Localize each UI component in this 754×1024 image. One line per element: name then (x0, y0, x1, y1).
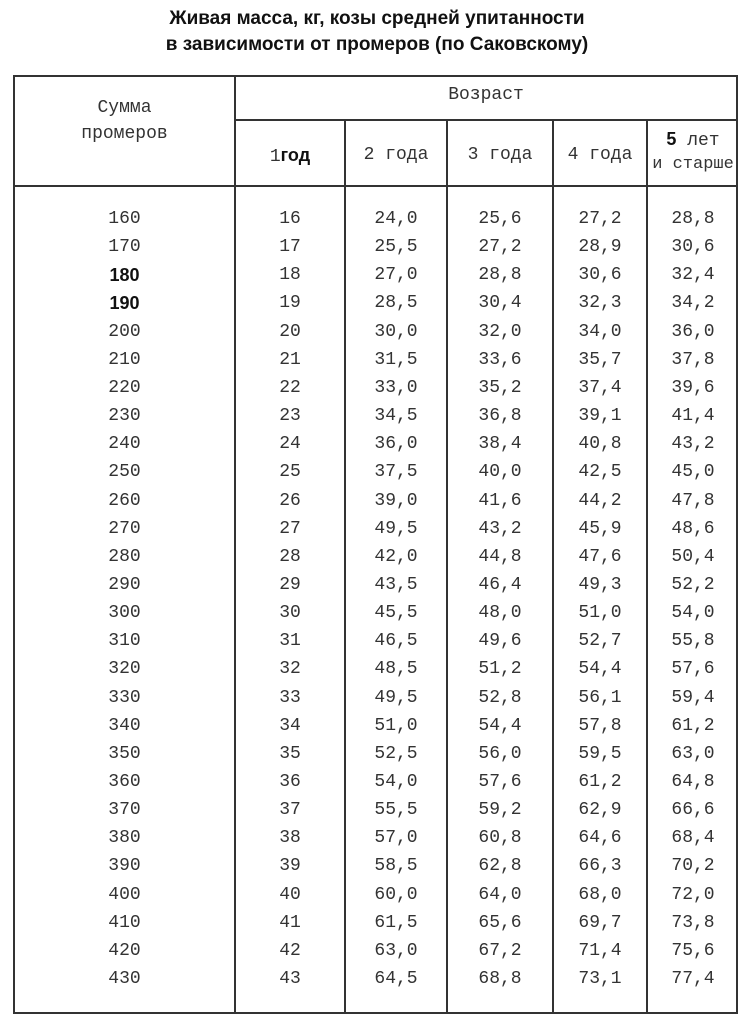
mass-cell: 37,5 (374, 462, 418, 483)
mass-cell: 35,7 (578, 349, 622, 370)
mass-cell: 63,0 (671, 743, 715, 764)
mass-cell: 73,1 (578, 969, 622, 990)
mass-cell: 64,6 (578, 828, 622, 849)
mass-cell: 48,5 (374, 659, 418, 680)
mass-cell: 64,8 (671, 772, 715, 792)
mass-cell: 34,2 (671, 293, 715, 314)
mass-cell: 30,0 (374, 321, 418, 342)
mass-cell: 59,2 (478, 800, 522, 821)
sum-cell: 380 (108, 828, 141, 849)
divider-age (234, 119, 736, 121)
mass-cell: 61,2 (578, 772, 622, 792)
mass-cell: 32,0 (478, 321, 522, 342)
mass-cell: 21 (279, 349, 301, 370)
mass-cell: 69,7 (578, 912, 622, 933)
mass-cell: 35,2 (478, 377, 522, 398)
title-line-2: в зависимости от промеров (по Саковскому) (165, 34, 589, 55)
mass-cell: 30,4 (478, 293, 522, 314)
mass-cell: 43,5 (374, 574, 418, 595)
mass-cell: 68,8 (478, 969, 522, 990)
mass-cell: 73,8 (671, 912, 715, 933)
mass-cell: 51,0 (374, 715, 418, 736)
mass-cell: 57,6 (671, 659, 715, 680)
mass-cell: 34,0 (578, 321, 622, 342)
mass-cell: 30,6 (578, 265, 622, 286)
mass-cell: 42 (279, 940, 301, 961)
mass-cell: 43 (279, 969, 301, 990)
mass-cell: 58,5 (374, 856, 418, 877)
mass-cell: 57,0 (374, 828, 418, 849)
mass-cell: 39,0 (374, 490, 418, 511)
weight-table (13, 75, 738, 1014)
header-age-2: 2 года (363, 145, 429, 165)
mass-cell: 26 (279, 490, 301, 511)
mass-cell: 59,4 (671, 687, 715, 708)
mass-cell: 41 (279, 912, 301, 933)
sum-cell: 350 (108, 743, 141, 764)
mass-cell: 36,0 (671, 321, 715, 342)
sum-cell: 270 (108, 518, 141, 539)
sum-cell: 200 (108, 321, 141, 342)
mass-cell: 24,0 (374, 209, 418, 229)
mass-cell: 66,6 (671, 800, 715, 821)
mass-cell: 64,0 (478, 884, 522, 905)
sum-cell: 290 (108, 574, 141, 595)
mass-cell: 67,2 (478, 940, 522, 961)
mass-cell: 60,8 (478, 828, 522, 849)
mass-cell: 41,4 (671, 406, 715, 427)
sum-cell: 320 (108, 659, 141, 680)
mass-cell: 42,5 (578, 462, 622, 483)
mass-cell: 30 (279, 603, 301, 624)
header-age-5: 5 лет и старше (652, 129, 734, 174)
mass-cell: 43,2 (671, 434, 715, 455)
mass-cell: 77,4 (671, 969, 715, 990)
mass-cell: 68,0 (578, 884, 622, 905)
mass-cell: 42,0 (374, 546, 418, 567)
mass-cell: 54,0 (374, 772, 418, 792)
mass-cell: 56,1 (578, 687, 622, 708)
sum-cell: 260 (108, 490, 141, 511)
mass-cell: 38 (279, 828, 301, 849)
mass-cell: 27 (279, 518, 301, 539)
mass-cell: 49,3 (578, 574, 622, 595)
mass-cell: 55,5 (374, 800, 418, 821)
sum-cell: 370 (108, 800, 141, 821)
mass-cell: 47,6 (578, 546, 622, 567)
mass-cell: 45,0 (671, 462, 715, 483)
mass-cell: 33,6 (478, 349, 522, 370)
mass-cell: 48,6 (671, 518, 715, 539)
mass-cell: 71,4 (578, 940, 622, 961)
sum-cell: 170 (108, 237, 141, 258)
mass-cell: 62,9 (578, 800, 622, 821)
sum-cell: 430 (108, 969, 141, 990)
mass-cell: 34 (279, 715, 301, 736)
mass-cell: 25,5 (374, 237, 418, 258)
mass-cell: 55,8 (671, 631, 715, 652)
mass-cell: 32 (279, 659, 301, 680)
sum-cell: 250 (108, 462, 141, 483)
sum-cell: 300 (108, 603, 141, 624)
mass-cell: 23 (279, 406, 301, 427)
sum-cell: 190 (109, 293, 140, 314)
mass-cell: 37,8 (671, 349, 715, 370)
mass-cell: 31 (279, 631, 301, 652)
mass-cell: 54,4 (478, 715, 522, 736)
mass-cell: 33,0 (374, 377, 418, 398)
mass-cell: 32,4 (671, 265, 715, 286)
mass-cell: 57,6 (478, 772, 522, 792)
mass-cell: 61,5 (374, 912, 418, 933)
mass-cell: 49,5 (374, 518, 418, 539)
mass-cell: 54,0 (671, 603, 715, 624)
mass-cell: 33 (279, 687, 301, 708)
mass-cell: 28 (279, 546, 301, 567)
mass-cell: 70,2 (671, 856, 715, 877)
mass-cell: 45,5 (374, 603, 418, 624)
mass-cell: 39 (279, 856, 301, 877)
sum-cell: 220 (108, 377, 141, 398)
sum-cell: 410 (108, 912, 141, 933)
mass-cell: 28,8 (478, 265, 522, 286)
mass-cell: 16 (279, 209, 301, 229)
sum-cell: 240 (108, 434, 141, 455)
mass-cell: 49,5 (374, 687, 418, 708)
mass-cell: 61,2 (671, 715, 715, 736)
sum-cell: 420 (108, 940, 141, 961)
sum-cell: 280 (108, 546, 141, 567)
mass-cell: 17 (279, 237, 301, 258)
title-line-1: Живая масса, кг, козы средней упитанности (169, 8, 585, 29)
sum-cell: 180 (109, 265, 140, 286)
mass-cell: 36,8 (478, 406, 522, 427)
mass-cell: 59,5 (578, 743, 622, 764)
mass-cell: 68,4 (671, 828, 715, 849)
header-age-1: 1год (269, 145, 311, 167)
mass-cell: 46,4 (478, 574, 522, 595)
mass-cell: 44,8 (478, 546, 522, 567)
mass-cell: 38,4 (478, 434, 522, 455)
mass-cell: 25 (279, 462, 301, 483)
mass-cell: 62,8 (478, 856, 522, 877)
mass-cell: 65,6 (478, 912, 522, 933)
sum-cell: 330 (108, 687, 141, 708)
mass-cell: 50,4 (671, 546, 715, 567)
mass-cell: 57,8 (578, 715, 622, 736)
mass-cell: 20 (279, 321, 301, 342)
mass-cell: 56,0 (478, 743, 522, 764)
mass-cell: 52,7 (578, 631, 622, 652)
mass-cell: 46,5 (374, 631, 418, 652)
mass-cell: 52,8 (478, 687, 522, 708)
mass-cell: 30,6 (671, 237, 715, 258)
sum-cell: 340 (108, 715, 141, 736)
mass-cell: 28,8 (671, 209, 715, 229)
mass-cell: 52,2 (671, 574, 715, 595)
mass-cell: 31,5 (374, 349, 418, 370)
sum-cell: 360 (108, 772, 141, 792)
header-age: Возраст (448, 85, 524, 105)
sum-cell: 230 (108, 406, 141, 427)
mass-cell: 48,0 (478, 603, 522, 624)
mass-cell: 25,6 (478, 209, 522, 229)
sum-cell: 400 (108, 884, 141, 905)
mass-cell: 28,9 (578, 237, 622, 258)
mass-cell: 27,2 (478, 237, 522, 258)
header-age-4: 4 года (567, 145, 633, 165)
mass-cell: 75,6 (671, 940, 715, 961)
mass-cell: 36 (279, 772, 301, 792)
mass-cell: 51,2 (478, 659, 522, 680)
mass-cell: 66,3 (578, 856, 622, 877)
mass-cell: 64,5 (374, 969, 418, 990)
mass-cell: 34,5 (374, 406, 418, 427)
mass-cell: 22 (279, 377, 301, 398)
mass-cell: 27,0 (374, 265, 418, 286)
mass-cell: 24 (279, 434, 301, 455)
sum-cell: 160 (108, 209, 141, 229)
mass-cell: 39,6 (671, 377, 715, 398)
mass-cell: 32,3 (578, 293, 622, 314)
header-sum: Сумма промеров (81, 98, 168, 144)
mass-cell: 37 (279, 800, 301, 821)
sum-cell: 390 (108, 856, 141, 877)
mass-cell: 63,0 (374, 940, 418, 961)
mass-cell: 37,4 (578, 377, 622, 398)
mass-cell: 44,2 (578, 490, 622, 511)
mass-cell: 60,0 (374, 884, 418, 905)
sum-cell: 210 (108, 349, 141, 370)
mass-cell: 40 (279, 884, 301, 905)
mass-cell: 27,2 (578, 209, 622, 229)
mass-cell: 40,8 (578, 434, 622, 455)
mass-cell: 29 (279, 574, 301, 595)
sum-cell: 310 (108, 631, 141, 652)
mass-cell: 36,0 (374, 434, 418, 455)
mass-cell: 43,2 (478, 518, 522, 539)
header-age-3: 3 года (467, 145, 533, 165)
mass-cell: 40,0 (478, 462, 522, 483)
mass-cell: 72,0 (671, 884, 715, 905)
mass-cell: 41,6 (478, 490, 522, 511)
mass-cell: 18 (279, 265, 301, 286)
mass-cell: 54,4 (578, 659, 622, 680)
table-title (0, 6, 754, 58)
mass-cell: 49,6 (478, 631, 522, 652)
mass-cell: 19 (279, 293, 301, 314)
mass-cell: 28,5 (374, 293, 418, 314)
mass-cell: 45,9 (578, 518, 622, 539)
divider-header (15, 185, 736, 187)
mass-cell: 39,1 (578, 406, 622, 427)
mass-cell: 51,0 (578, 603, 622, 624)
mass-cell: 47,8 (671, 490, 715, 511)
mass-cell: 35 (279, 743, 301, 764)
mass-cell: 52,5 (374, 743, 418, 764)
